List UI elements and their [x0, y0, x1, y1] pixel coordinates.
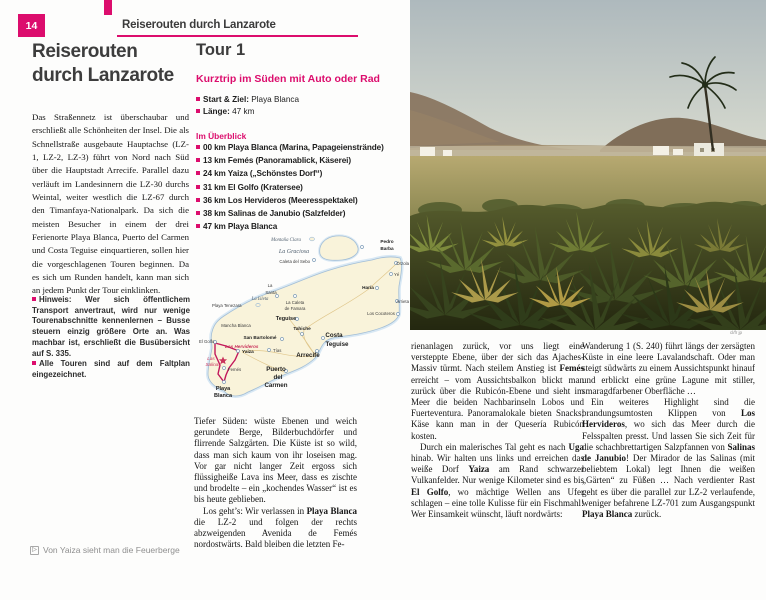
map-label: Costa	[325, 332, 343, 339]
map-label: Montaña Clara	[271, 238, 301, 243]
paragraph: Los geht’s: Wir verlassen in Playa Blanca die LZ-2 und folgen der rechts abzweigenden Avenida de Femés nordostwärts. Bald bleiben die letzten Fe-	[194, 505, 357, 550]
map-svg	[198, 230, 410, 410]
map-label: Teguise	[325, 341, 349, 348]
article-column-right	[582, 341, 755, 520]
image-caption	[30, 545, 180, 555]
faltplan-note	[32, 359, 190, 380]
la-isleta-islet	[256, 304, 260, 307]
map-label: Los Hervideros	[225, 344, 259, 349]
map-label: Femés	[228, 367, 242, 372]
hinweis-text: Hinweis: Wer sich öffentlichem Transport anvertraut, wird nur wenige Tourenabschnitte kennenlernen – Busse steuern einzig größere Orte an. Was machbar ist, erschließt die Busübersicht auf S. 335.	[32, 295, 190, 358]
map-label: Tías	[273, 348, 282, 353]
chapter-title	[32, 40, 174, 88]
overview-item: 38 km Salinas de Janubio (Salzfelder)	[196, 207, 384, 220]
paragraph: Tiefer Süden: wüste Ebenen und weich gerundete Berge, Bilderbuchdörfer und flirrende Salzgärten. Die Küste ist so wild, dass man sich kaum von ihr loseisen mag. Vor gar nicht langer Zeit ergoss sich flüssigheiße Lava ins Meer, dass es zischte und brodelte – ein „kochendes Wasser“ ist es bis heute geblieben.	[194, 416, 357, 505]
intro-paragraph: Das Straßennetz ist überschaubar und erschließt alle Schönheiten der Insel. Die als Schnellstraße ausgebaute Hauptachse (LZ-1, LZ-2, LZ-3) führt von Nord nach Süd über die Hauptstadt Arrecife. Parallel dazu verläuft im Landesinnern die LZ-30 durchs Weintal, weiter westlich die LZ-67 durch den Timanfaya-Nationalpark. Da sich die meisten Besucher in einem der drei Ferienorte Playa Blanca, Puerto del Carmen und Costa Teguise einquartieren, sollen hier die vorgeschlagenen Touren beginnen. Da es sich um Runden handelt, kann man sich an jedem Punkt der Tour einklinken.	[32, 112, 189, 296]
map-label: La Isleta	[251, 297, 269, 302]
fact-item: Start & Ziel: Playa Blanca	[196, 94, 299, 106]
town-dot	[376, 287, 379, 290]
overview-list	[196, 141, 384, 233]
bullet-square-icon	[196, 198, 200, 202]
photo-credit: cl/fr jp	[729, 330, 742, 335]
map-label: Pedro	[380, 239, 394, 244]
tour-heading: Tour 1	[196, 41, 246, 59]
map-label: de Famara	[284, 306, 306, 311]
map-label: Blanca	[213, 393, 233, 399]
article-column-left	[411, 341, 584, 520]
map-label: Mancha Blanca	[221, 323, 251, 328]
map-label: Salinas	[205, 362, 221, 367]
header-rule	[117, 35, 358, 37]
paragraph: Ein weiteres Highlight sind die brandungsumtosten Klippen von Los Hervideros, wo sich das Meer durch die Felsspalten presst. Und lassen Sie sich Zeit für die schachbrettartigen Salzpfannen von Salinas de Janubio! Der Mirador de las Salinas (mit beliebtem Lokal) legt Ihnen die weißen „Gärten“ zu Füßen … Nach verdienter Rast geht es über die parallel zur LZ-2 verlaufende, weniger befahrene LZ-701 zum Ausgangspunkt Playa Blanca zurück.	[582, 397, 755, 520]
map-label: Barba	[380, 246, 394, 251]
map-label: Caleta del Sebo	[279, 259, 310, 264]
page-number-badge: 14	[18, 14, 45, 37]
town-dot	[281, 338, 284, 341]
bullet-square-icon	[32, 297, 36, 301]
map-label: Arrieta	[396, 299, 409, 304]
faltplan-text: Alle Touren sind auf dem Faltplan eingezeichnet.	[32, 359, 190, 379]
running-header: Reiserouten durch Lanzarote	[122, 19, 276, 31]
bullet-square-icon	[196, 211, 200, 215]
chapter-title-line2: durch Lanzarote	[32, 65, 174, 86]
fact-item: Länge: 47 km	[196, 106, 299, 118]
caption-text: Von Yaiza sieht man die Feuerberge	[43, 545, 180, 555]
town-dot	[301, 333, 304, 336]
bullet-square-icon	[196, 97, 200, 101]
bullet-square-icon	[196, 158, 200, 162]
overview-item: 13 km Femés (Panoramablick, Käserei)	[196, 154, 384, 167]
overview-item: 31 km El Golfo (Kratersee)	[196, 181, 384, 194]
bullet-square-icon	[32, 361, 36, 365]
map-label: La Graciosa	[278, 249, 310, 255]
paragraph: rienanlagen zurück, vor uns liegt eine versteppte Ebene, über der sich das Ajaches-Massiv türmt. Nach steilem Anstieg ist Femés erreicht – vom Aussichtsbalkon blickt man zurück über die Rubicón-Ebene und sieht im Meer die beiden Nachbarinseln Lobos und Fuerteventura. Panoramalokale bieten Snacks; Käse kann man in der Quesería Rubicón kosten.	[411, 341, 584, 441]
map-label: Órzola	[396, 261, 409, 266]
map-label: Santa	[265, 290, 277, 295]
bullet-square-icon	[196, 109, 200, 113]
town-dot	[294, 295, 297, 298]
town-dot	[223, 381, 226, 384]
town-dot	[223, 367, 226, 370]
landscape-photo	[410, 0, 766, 330]
map-label: Las	[207, 356, 215, 361]
map-label: Puerto	[266, 366, 286, 373]
town-dot	[237, 350, 240, 353]
town-dot	[390, 273, 393, 276]
tour-subtitle: Kurztrip im Süden mit Auto oder Rad	[196, 73, 380, 85]
montana-clara-islet	[310, 237, 315, 241]
town-dot	[361, 246, 364, 249]
chapter-title-line1: Reiserouten	[32, 41, 138, 62]
route-map	[198, 230, 410, 410]
map-label: Yaiza	[242, 349, 254, 354]
map-label: del	[273, 374, 283, 381]
map-label: Playa	[215, 386, 231, 392]
town-dot	[397, 313, 400, 316]
notes-block	[32, 295, 190, 381]
map-label: La	[267, 283, 273, 288]
town-dot	[313, 259, 316, 262]
map-label: Teguise	[275, 316, 297, 322]
town-dot	[322, 337, 325, 340]
photo-illustration	[410, 0, 766, 330]
overview-item: 00 km Playa Blanca (Marina, Papageienstrände)	[196, 141, 384, 154]
paragraph: Durch ein malerisches Tal geht es nach Uga hinab. Wir halten uns links und erreichen das weiße Dorf Yaiza am Rand schwarzer Vulkanfelder. Nur wenige Kilometer sind es bis El Golfo, wo mächtige Wellen ans Ufer schlagen – eine tolle Kulisse für ein Fischmahl! Wer Einsamkeit wünscht, läuft nordwärts:	[411, 441, 585, 520]
overview-item: 36 km Los Hervideros (Meeresspektakel)	[196, 194, 384, 207]
graciosa-island	[320, 236, 358, 260]
article-column-mid	[194, 416, 357, 550]
thumb-index-tab	[104, 0, 112, 15]
map-label: Los Cocoteros	[367, 311, 395, 316]
bullet-square-icon	[196, 145, 200, 149]
map-label: San Bartolomé	[243, 335, 277, 340]
hinweis-note	[32, 295, 190, 359]
map-label: Arrecife	[296, 352, 320, 359]
paragraph: Wanderung 1 (S. 240) führt längs der zersägten Küste in eine leere Lavalandschaft. Oder man steigt südwärts zu einem Aussichtspunkt hinauf und erblickt eine grüne Lagune mit stiller, smaragdfarbener Oberfläche …	[582, 341, 755, 396]
bullet-square-icon	[196, 224, 200, 228]
map-label: El Golfo	[199, 339, 215, 344]
map-label: Yé	[394, 272, 400, 277]
tour-facts	[196, 94, 299, 118]
overview-item: 24 km Yaiza („Schönstes Dorf“)	[196, 167, 384, 180]
bullet-square-icon	[196, 185, 200, 189]
map-label: Tahiche	[293, 326, 311, 331]
overview-heading: Im Überblick	[196, 131, 247, 141]
caption-arrow-icon: ▷	[30, 546, 39, 555]
map-label: Carmen	[264, 382, 288, 389]
overview-item: 47 km Playa Blanca	[196, 220, 384, 233]
town-dot	[268, 349, 271, 352]
map-label: Playa Tenezara	[212, 303, 242, 308]
map-label: La Caleta	[285, 300, 305, 305]
map-label: Haría	[362, 285, 374, 290]
bullet-square-icon	[196, 171, 200, 175]
